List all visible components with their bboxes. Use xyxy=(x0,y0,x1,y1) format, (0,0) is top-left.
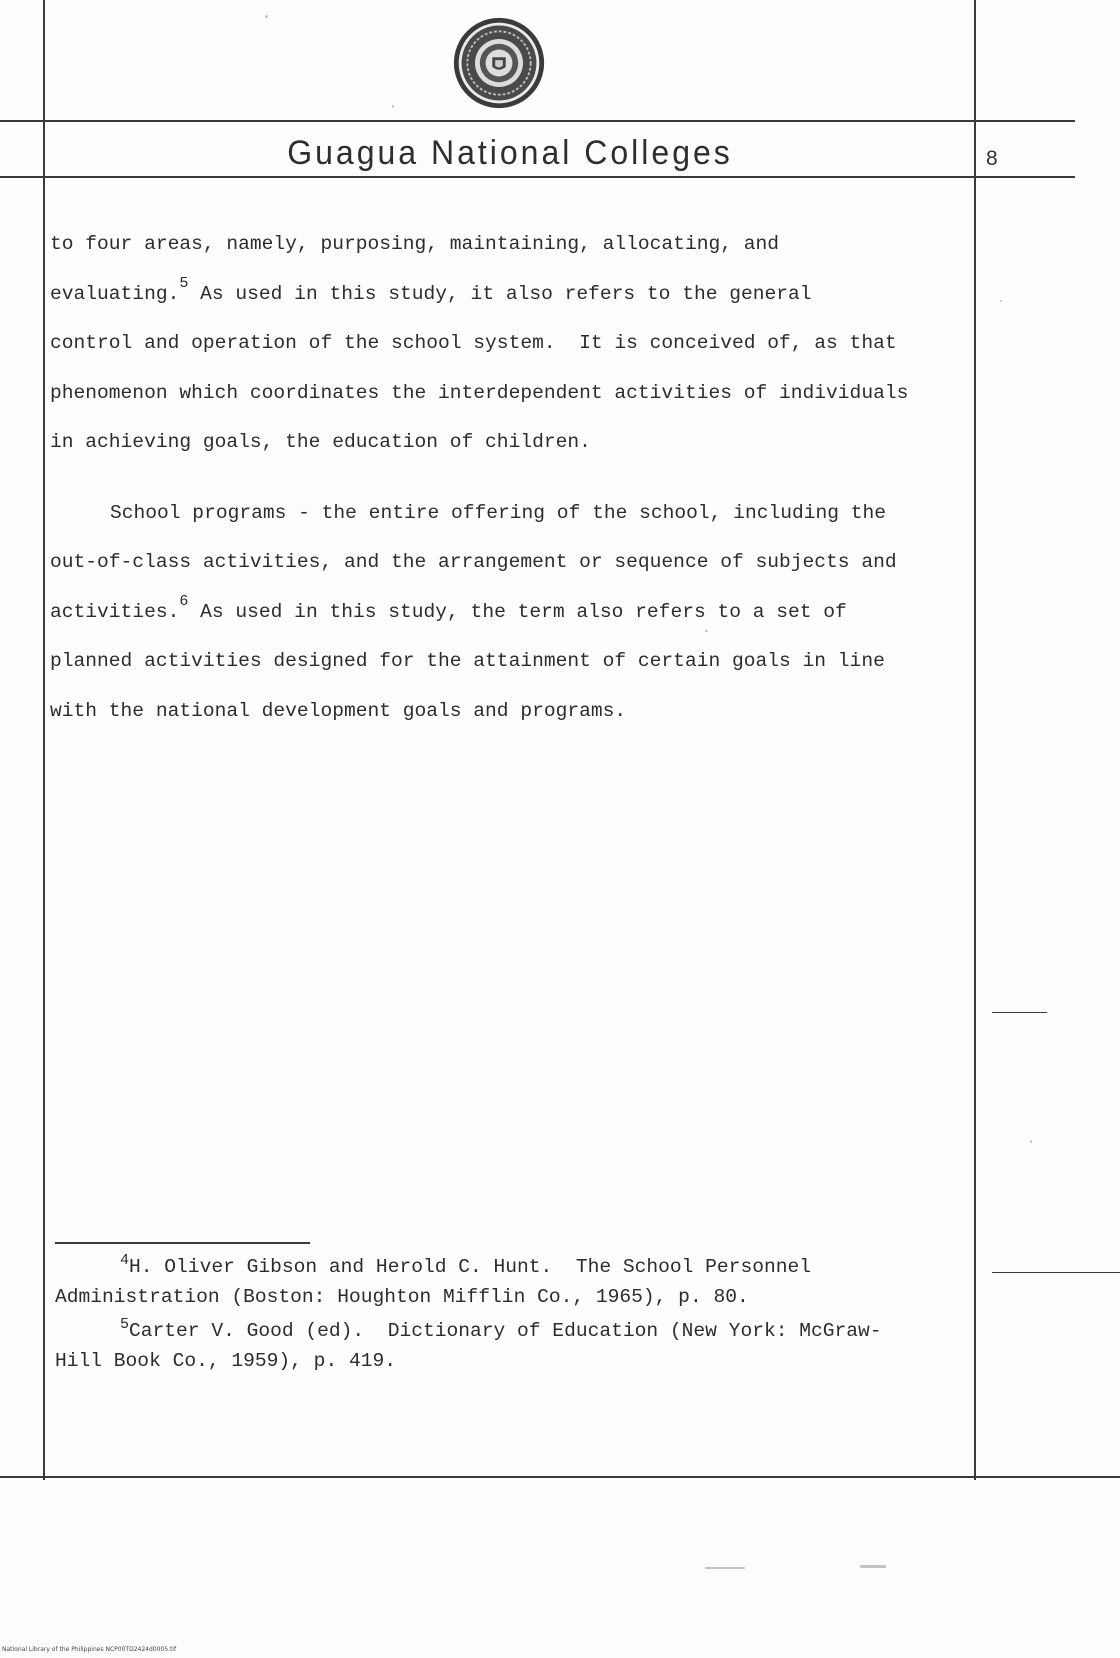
body-line: control and operation of the school system. It is conceived of, as that xyxy=(50,332,897,354)
body-line xyxy=(50,270,980,320)
body-line: phenomenon which coordinates the interdependent activities of individuals xyxy=(50,381,909,404)
body-line-text: As used in this study, it also refers to the general xyxy=(188,282,812,305)
footnotes xyxy=(55,1252,955,1376)
body-line: planned activities designed for the attainment of certain goals in line xyxy=(50,650,885,672)
paragraph-gap xyxy=(50,468,980,489)
scan-speck xyxy=(705,630,708,632)
header-bottom-rule xyxy=(0,176,1075,178)
footnote-mark: 4 xyxy=(120,1252,130,1269)
right-edge-mark-1 xyxy=(992,1012,1047,1013)
body-line: to four areas, namely, purposing, maintaining, allocating, and xyxy=(50,233,780,255)
footnote-line: Administration (Boston: Houghton Mifflin Co., 1965), p. 80. xyxy=(55,1286,749,1308)
page-number: 8 xyxy=(986,147,998,170)
scan-speck xyxy=(265,15,268,18)
body-line-text: evaluating. xyxy=(50,282,180,305)
body-line: in achieving goals, the education of children. xyxy=(50,431,591,453)
college-seal-icon xyxy=(451,15,547,111)
footnote-line: Hill Book Co., 1959), p. 419. xyxy=(55,1350,396,1372)
footnote-reference: 5 xyxy=(179,274,189,292)
body-line-text: activities. xyxy=(50,600,180,623)
page-title: Guagua National Colleges xyxy=(287,132,733,172)
body-line: out-of-class activities, and the arrangement or sequence of subjects and xyxy=(50,551,897,573)
scan-speck xyxy=(392,105,394,108)
header-top-rule xyxy=(0,120,1075,122)
footnote-text: H. Oliver Gibson and Herold C. Hunt. The School Personnel xyxy=(129,1256,811,1278)
scan-speck xyxy=(705,1567,745,1569)
body-line xyxy=(50,588,980,638)
footnote-text: Carter V. Good (ed). Dictionary of Education (New York: McGraw- xyxy=(129,1320,882,1342)
body-line-text: As used in this study, the term also refers to a set of xyxy=(188,600,847,623)
body-line: School programs - the entire offering of the school, including the xyxy=(110,501,887,524)
footnote-divider xyxy=(55,1242,310,1244)
footnote-reference: 6 xyxy=(179,592,189,610)
library-stamp: National Library of the Philippines NCP00TD2424d0005.tif xyxy=(2,1646,177,1653)
scan-speck xyxy=(860,1565,886,1568)
body-text xyxy=(50,220,980,736)
body-line: with the national development goals and programs. xyxy=(50,699,627,722)
footnote-mark: 5 xyxy=(120,1316,130,1333)
footnote-line xyxy=(55,1316,955,1346)
scan-speck xyxy=(1000,300,1002,302)
scan-speck xyxy=(1030,1140,1032,1143)
right-edge-mark-2 xyxy=(992,1272,1120,1273)
footnote-line xyxy=(55,1252,955,1282)
bottom-rule xyxy=(0,1476,1120,1478)
left-margin-rule xyxy=(43,0,45,1480)
